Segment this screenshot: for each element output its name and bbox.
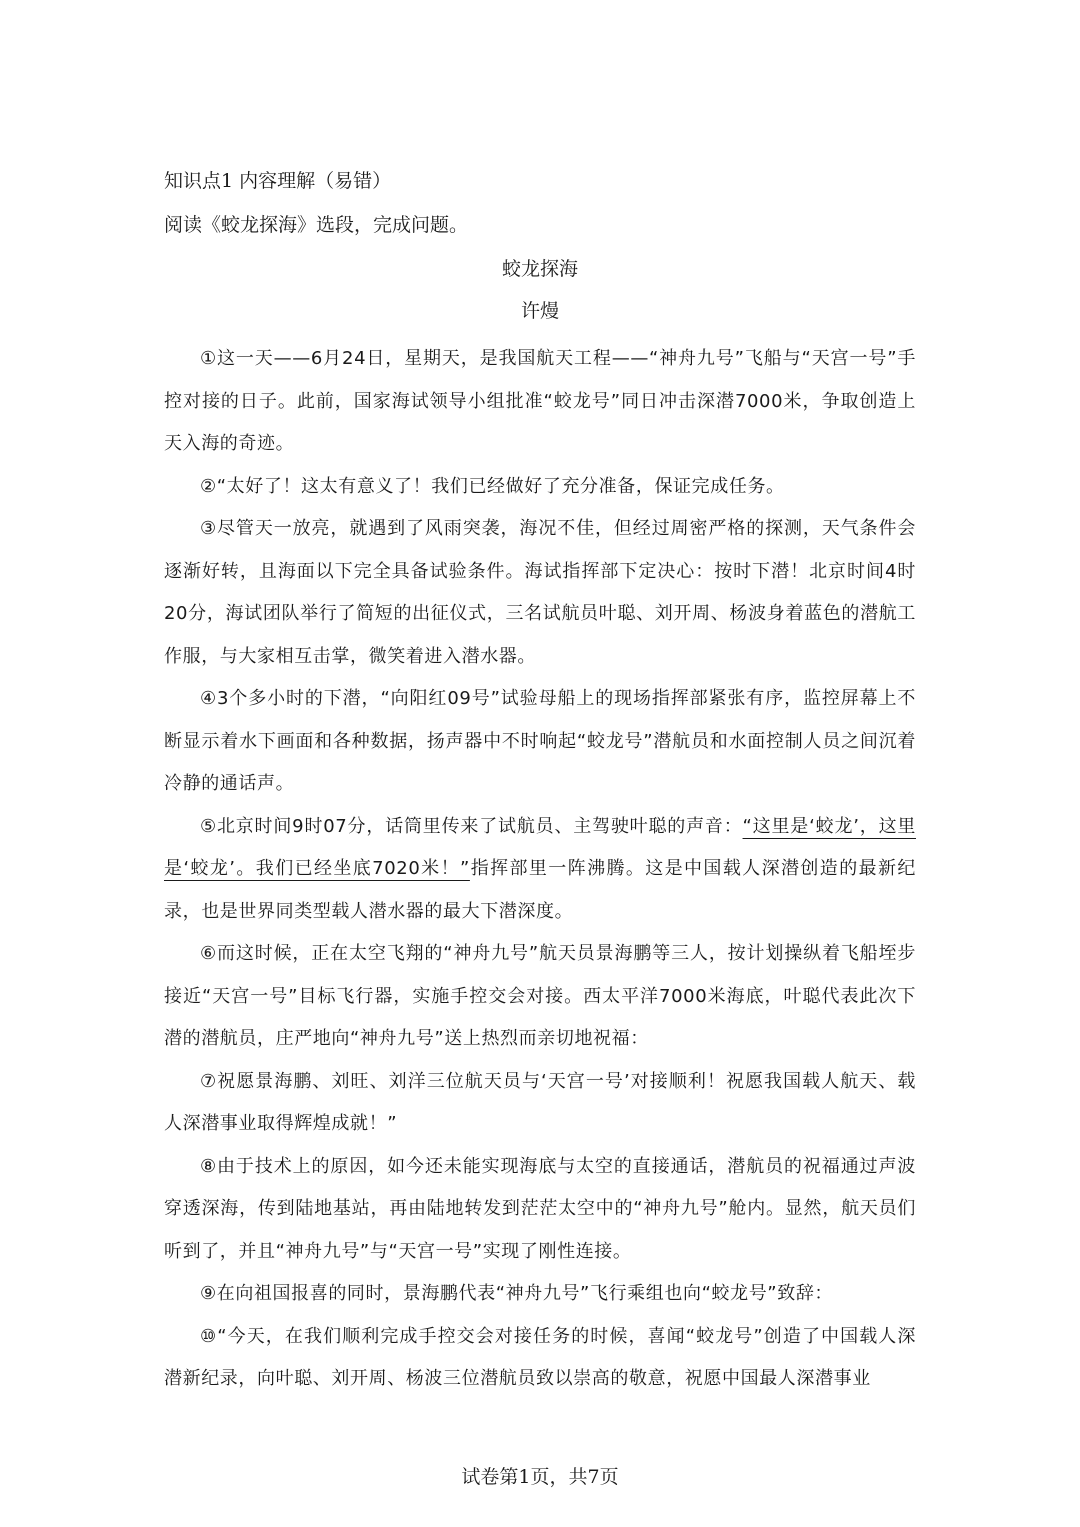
article-title: 蛟龙探海 [501,258,578,280]
paragraph-2: ②“太好了！这太有意义了！我们已经做好了充分准备，保证完成任务。 [200,475,785,497]
article-author: 许熳 [520,300,559,322]
paragraph-7: ⑦祝愿景海鹏、刘旺、刘洋三位航天员与‘天宫一号’对接顺利！祝愿我国载人航天、载人深潜事业取得辉煌成就！” [164,1070,916,1134]
underlined-quote: “这里是‘蛟龙’，这里是‘蛟龙’。我们已经坐底7020米！” [164,815,916,879]
page-footer: 试卷第1页，共7页 [461,1466,619,1488]
paragraph-5-intro: ⑤北京时间9时07分，话筒里传来了试航员、主驾驶叶聪的声音： [200,815,743,837]
paragraph-5 [164,806,916,934]
paragraph-6: ⑥而这时候，正在太空飞翔的“神舟九号”航天员景海鹏等三人，按计划操纵着飞船垤步接近“天宫一号”目标飞行器，实施手控交会对接。西太平洋7000米海底，叶聪代表此次下潜的潜航员，庄严地向“神舟九号”送上热烈而亲切地祝福： [164,943,916,1049]
reading-instruction: 阅读《蛟龙探海》选段，完成问题。 [164,214,469,236]
page-content [164,166,916,1401]
paragraph-8: ⑧由于技术上的原因，如今还未能实现海底与太空的直接通话，潜航员的祝福通过声波穿透深海，传到陆地基站，再由陆地转发到茫茫太空中的“神舟九号”舱内。显然，航天员们听到了，并且“神舟九号”与“天宫一号”实现了刚性连接。 [164,1155,916,1262]
paragraph-4: ④3个多小时的下潜，“向阳红09号”试验母船上的现场指挥部紧张有序，监控屏幕上不断显示着水下画面和各种数据，扬声器中不时响起“蛟龙号”潜航员和水面控制人员之间沉着冷静的通话声。 [164,688,916,794]
paragraph-1: ①这一天——6月24日，星期天，是我国航天工程——“神舟九号”飞船与“天宫一号”手控对接的日子。此前，国家海试领导小组批准“蛟龙号”同日冲击深潜7000米，争取创造上天入海的奇迹。 [164,348,916,454]
paragraph-5-rest: 指挥部里一阵沸腾。这是中国载人深潜创造的最新纪录，也是世界同类型载人潜水器的最大下潜深度。 [164,858,916,922]
paragraph-3: ③尽管天一放亮，就遇到了风雨突袭，海况不佳，但经过周密严格的探测，天气条件会逐渐好转，且海面以下完全具备试验条件。海试指挥部下定决心：按时下潜！北京时间4时20分，海试团队举行了简短的出征仪式，三名试航员叶聪、刘开周、杨波身着蓝色的潜航工作服，与大家相互击掌，微笑着进入潜水器。 [164,518,916,667]
paragraph-10: ⑩“今天，在我们顺利完成手控交会对接任务的时候，喜闻“蛟龙号”创造了中国载人深潜新纪录，向叶聪、刘开周、杨波三位潜航员致以崇高的敬意，祝愿中国最人深潜事业 [164,1325,916,1389]
knowledge-point-heading: 知识点1 内容理解（易错） [164,170,392,192]
paragraph-9: ⑨在向祖国报喜的同时，景海鹏代表“神舟九号”飞行乘组也向“蛟龙号”致辞： [200,1283,834,1304]
